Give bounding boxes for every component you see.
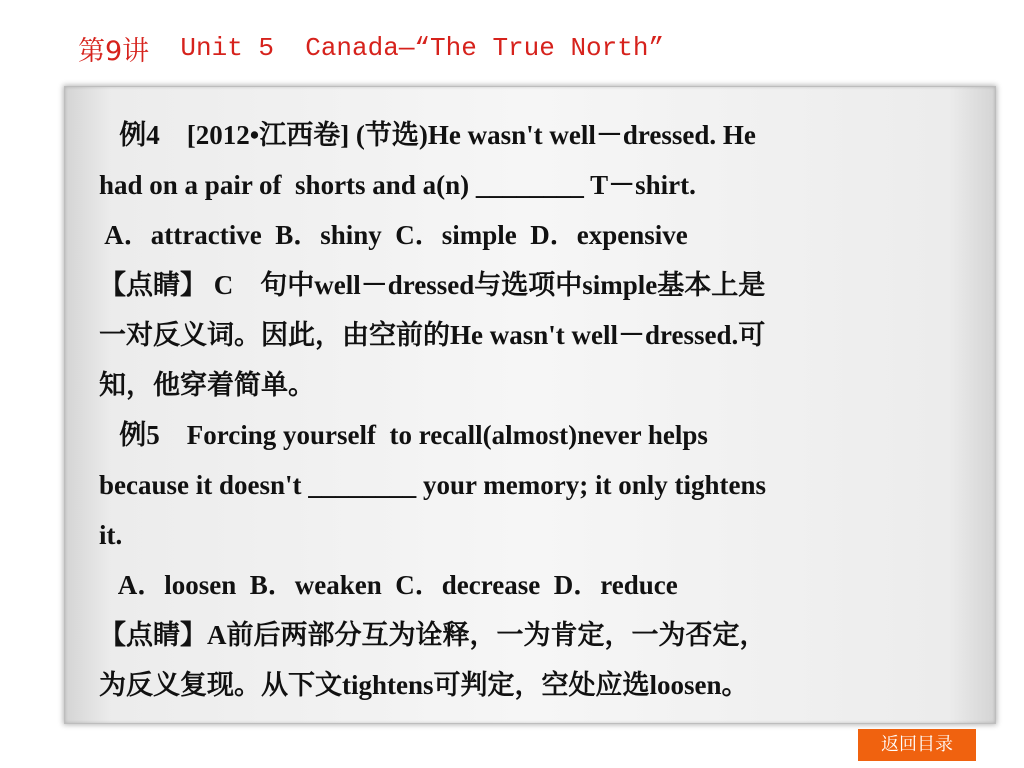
text-line: 为反义复现。从下文tightens可判定，空处应选loosen。 [99, 670, 749, 700]
lesson-number: 第9讲 [78, 35, 150, 67]
text-line: A．attractive B．shiny C．simple D．expensive [104, 220, 688, 250]
text-line: 【点睛】A前后两部分互为诠释，一为肯定，一为否定， [99, 620, 767, 650]
text-line: 例5 Forcing yourself to recall(almost)never helps [119, 420, 708, 450]
text-line: it. [99, 520, 123, 550]
text-line: 例4 [2012•江西卷] (节选)He wasn't well－dressed. He [119, 120, 756, 150]
text-line: had on a pair of shorts and a(n) ________ T－shirt. [99, 170, 696, 200]
back-to-contents-button[interactable]: 返回目录 [858, 729, 976, 761]
slide-title [78, 26, 664, 70]
unit-title: Unit 5 Canada—“The True North” [149, 33, 665, 63]
exercise-text [99, 110, 959, 710]
text-line: 【点睛】 C 句中well－dressed与选项中simple基本上是 [99, 270, 766, 300]
text-line: because it doesn't ________ your memory; it only tightens [99, 470, 766, 500]
text-line: 知，他穿着简单。 [99, 370, 315, 400]
text-line: 一对反义词。因此，由空前的He wasn't well－dressed.可 [99, 320, 766, 350]
text-line: A．loosen B．weaken C．decrease D．reduce [117, 570, 678, 600]
